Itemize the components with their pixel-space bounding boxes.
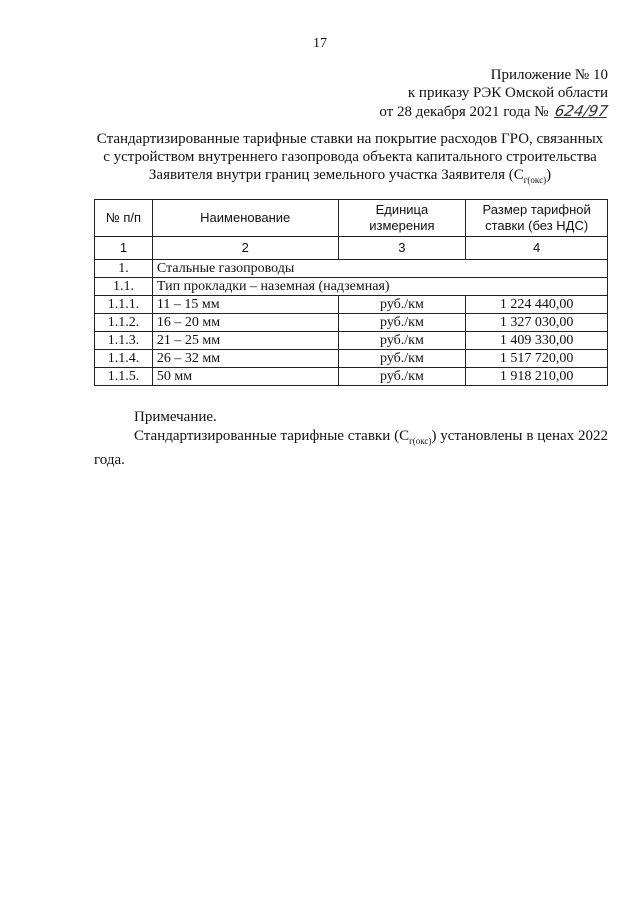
title-close-paren: ) <box>546 167 552 183</box>
note-block <box>94 408 608 470</box>
title-line-1: Стандартизированные тарифные ставки на покрытие расходов ГРО, связанных <box>96 131 604 147</box>
row-unit: руб./км <box>338 350 466 368</box>
column-number: 1 <box>95 237 153 260</box>
note-heading: Примечание. <box>134 409 217 425</box>
row-unit: руб./км <box>338 368 466 386</box>
subsection-row <box>95 278 608 296</box>
title-line-3 <box>80 166 620 189</box>
header-rate: Размер тарифной ставки (без НДС) <box>466 200 608 237</box>
title-line-3-text: Заявителя внутри границ земельного участка Заявителя (С <box>148 167 524 183</box>
row-unit: руб./км <box>338 314 466 332</box>
header-unit: Единица измерения <box>338 200 466 237</box>
row-no: 1.1.5. <box>95 368 153 386</box>
section-no: 1. <box>95 260 153 278</box>
column-number-row <box>95 237 608 260</box>
row-no: 1.1.2. <box>95 314 153 332</box>
table-row <box>95 314 608 332</box>
title-subscript: г(окс) <box>523 175 547 185</box>
row-value: 1 409 330,00 <box>466 332 608 350</box>
row-name: 11 – 15 мм <box>152 296 338 314</box>
appendix-line-3 <box>379 102 608 121</box>
title-line-2: с устройством внутреннего газопровода объекта капитального строительства <box>103 149 597 165</box>
column-number: 4 <box>466 237 608 260</box>
section-row <box>95 260 608 278</box>
subsection-no: 1.1. <box>95 278 153 296</box>
row-value: 1 517 720,00 <box>466 350 608 368</box>
row-name: 16 – 20 мм <box>152 314 338 332</box>
document-title <box>80 130 620 189</box>
header-no: № п/п <box>95 200 153 237</box>
table-row <box>95 296 608 314</box>
row-name: 50 мм <box>152 368 338 386</box>
row-name: 26 – 32 мм <box>152 350 338 368</box>
table-row <box>95 350 608 368</box>
tariff-table <box>94 199 608 386</box>
column-number: 2 <box>152 237 338 260</box>
row-no: 1.1.4. <box>95 350 153 368</box>
row-value: 1 918 210,00 <box>466 368 608 386</box>
row-unit: руб./км <box>338 332 466 350</box>
note-subscript: г(окс) <box>409 436 432 446</box>
note-text-before: Стандартизированные тарифные ставки (С <box>134 428 410 444</box>
appendix-line-1: Приложение № 10 <box>490 67 608 83</box>
note-text <box>94 427 608 470</box>
table-row <box>95 368 608 386</box>
row-value: 1 327 030,00 <box>466 314 608 332</box>
note-text-after: ) установлены в ценах 2022 года. <box>94 428 608 468</box>
table-row <box>95 332 608 350</box>
row-value: 1 224 440,00 <box>466 296 608 314</box>
row-name: 21 – 25 мм <box>152 332 338 350</box>
row-unit: руб./км <box>338 296 466 314</box>
header-name: Наименование <box>152 200 338 237</box>
appendix-line-2: к приказу РЭК Омской области <box>407 85 608 101</box>
appendix-date: от 28 декабря 2021 года № <box>379 104 549 120</box>
page-number: 17 <box>313 36 327 51</box>
row-no: 1.1.1. <box>95 296 153 314</box>
order-number-handwritten: 624/97 <box>553 102 610 120</box>
subsection-name: Тип прокладки – наземная (надземная) <box>152 278 607 296</box>
section-name: Стальные газопроводы <box>152 260 607 278</box>
table-header-row <box>95 200 608 237</box>
row-no: 1.1.3. <box>95 332 153 350</box>
column-number: 3 <box>338 237 466 260</box>
appendix-header <box>379 66 608 121</box>
